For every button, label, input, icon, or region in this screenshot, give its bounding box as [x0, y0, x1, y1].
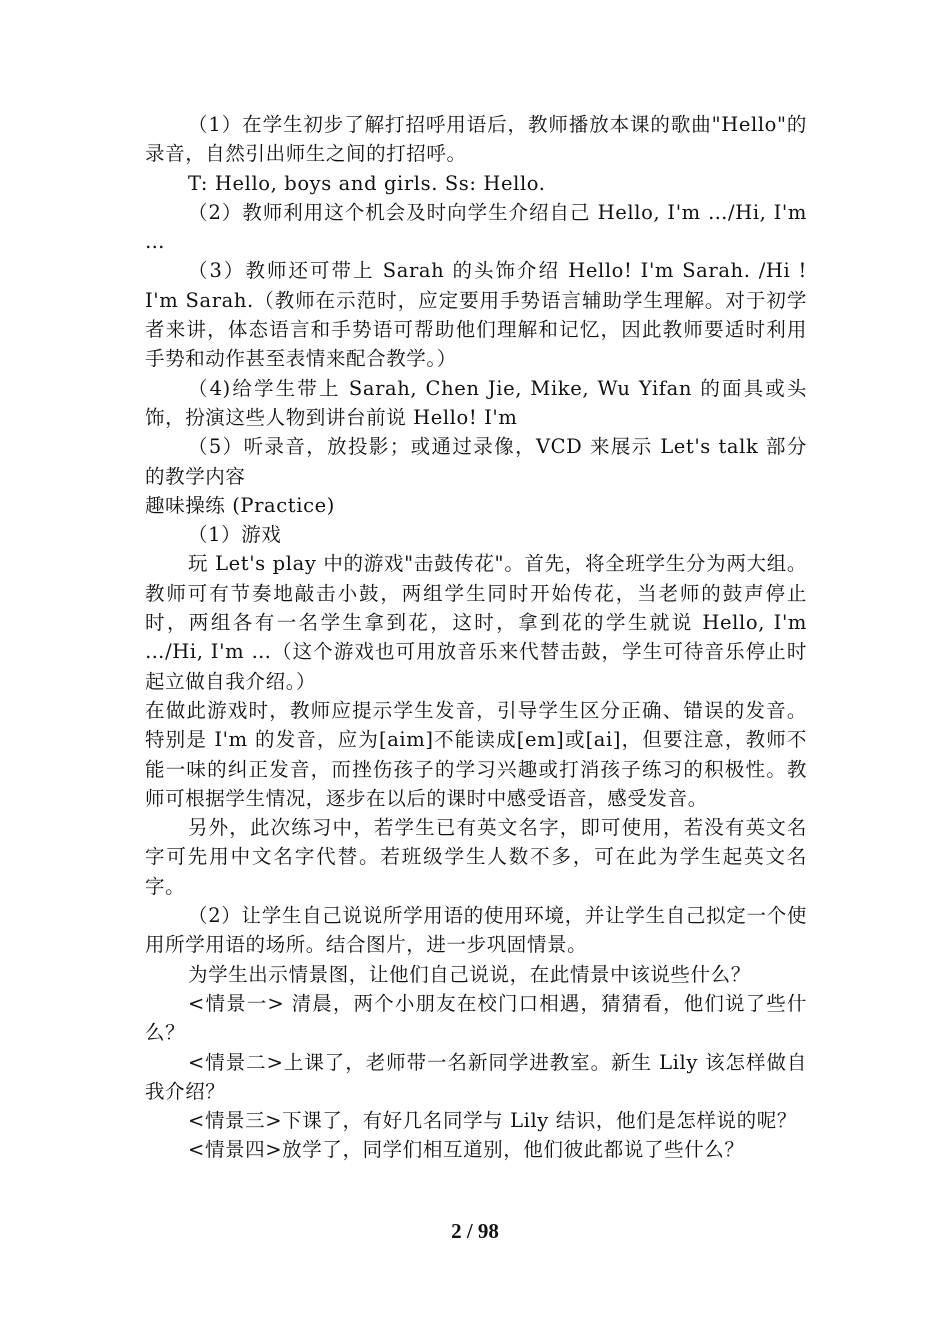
paragraph: 在做此游戏时，教师应提示学生发音，引导学生区分正确、错误的发音。特别是 I'm 的发音，应为[aim]不能读成[em]或[ai]，但要注意，教师不能一味的纠正发音，而挫伤孩子的学习兴趣或打消孩子练习的积极性。教师可根据学生情况，逐步在以后的课时中感受语音，感受发音。 [145, 698, 807, 810]
paragraph: T: Hello, boys and girls. Ss: Hello. [188, 171, 546, 195]
paragraph: （2）让学生自己说说所学用语的使用环境，并让学生自己拟定一个使用所学用语的场所。结合图片，进一步巩固情景。 [145, 904, 807, 957]
paragraph: （3）教师还可带上 Sarah 的头饰介绍 Hello! I'm Sarah. /Hi ! I'm Sarah.（教师在示范时，应定要用手势语言辅助学生理解。对于初学者来讲，体态语言和手势语可帮助他们理解和记忆，因此教师要适时利用手势和动作甚至表情来配合教学。） [145, 259, 807, 371]
document-body [145, 110, 807, 1165]
paragraph: <情景一> 清晨，两个小朋友在校门口相遇，猜猜看，他们说了些什么？ [145, 991, 807, 1045]
paragraph: （1）游戏 [188, 523, 282, 547]
paragraph: 另外，此次练习中，若学生已有英文名字，即可使用，若没有英文名字可先用中文名字代替。若班级学生人数不多，可在此为学生起英文名字。 [145, 816, 807, 898]
paragraph: 为学生出示情景图，让他们自己说说，在此情景中该说些什么？ [188, 962, 751, 986]
paragraph: <情景二>上课了，老师带一名新同学进教室。新生 Lily 该怎样做自我介绍？ [145, 1050, 807, 1103]
paragraph: （5）听录音，放投影；或通过录像，VCD 来展示 Let's talk 部分的教学内容 [145, 435, 807, 488]
paragraph: （1）在学生初步了解打招呼用语后，教师播放本课的歌曲"Hello"的录音，自然引出师生之间的打招呼。 [145, 113, 807, 166]
paragraph: <情景三>下课了，有好几名同学与 Lily 结识，他们是怎样说的呢？ [188, 1109, 797, 1133]
section-heading: 趣味操练 (Practice) [145, 493, 335, 517]
page-number: 2 / 98 [451, 1219, 499, 1243]
paragraph: （2）教师利用这个机会及时向学生介绍自己 Hello, I'm …/Hi, I'm … [145, 200, 807, 254]
paragraph: （4)给学生带上 Sarah, Chen Jie, Mike, Wu Yifan 的面具或头饰，扮演这些人物到讲台前说 Hello! I'm [145, 376, 807, 429]
paragraph: 玩 Let's play 中的游戏"击鼓传花"。首先，将全班学生分为两大组。教师可有节奏地敲击小鼓，两组学生同时开始传花，当老师的鼓声停止时，两组各有一名学生拿到花，这时，拿到花的学生就说 Hello, I'm …/Hi, I'm …（这个游戏也可用放音乐来代替击鼓，学生可待音乐停止时起立做自我介绍。） [145, 552, 807, 693]
paragraph: <情景四>放学了，同学们相互道别，他们彼此都说了些什么？ [188, 1138, 745, 1162]
